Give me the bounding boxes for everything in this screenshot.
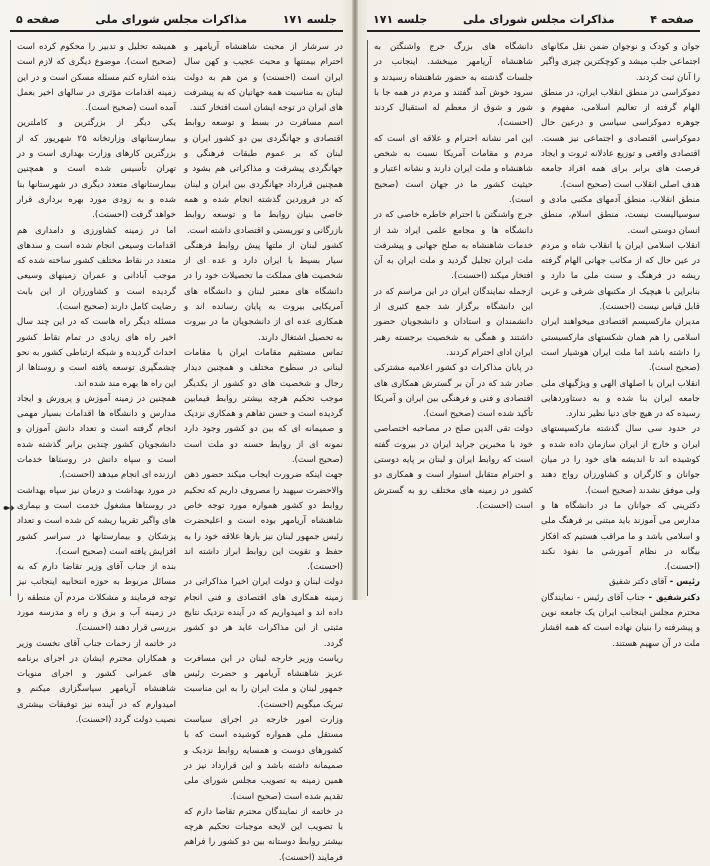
left-page-number: صفحه ۵ [16,12,60,26]
paragraph: ریاست وزیر خارجه لبنان در این مسافرت عزیز شاهنشاه آریامهر و حضرت رئیس جمهور لبنان و ملت ایران را به این مناسبت تبریک میگویم (احسنت). [184,653,343,710]
paragraph: همیشه تحلیل و تدبیر را محکوم کرده است (صحیح است). موضوع دیگری که لازم است بنده اشاره کنم مسئله مسکن است و در این زمینه اقدامات مؤثری در سالهای اخیر بعمل آمده است (صحیح است). [17,42,176,114]
right-page [357,0,710,649]
speaker-line [541,575,700,590]
paragraph: در سرشار از محبت شاهنشاه آریامهر و احترام بیمنتها و محبت عجیب و کهن سال ایران است (احسنت) و من هم به دولت لبنان به مناسبت همه جهانیان که به پیشرفت های ایران در توجه ایشان است افتخار کنند. [184,42,343,114]
paragraph: منطق انقلاب، منطق آدمهای مکتبی مادی و سوسیالیست نیست، منطق اسلام، منطق انسان دوستی است. [541,194,700,236]
left-page-session: جلسه ۱۷۱ [282,12,337,26]
speaker-name: دکترشفیق - [648,592,701,603]
paragraph: یکی دیگر از بزرگترین و کاملترین بیمارستانهای وزارتخانه ۲۵ شهریور که از بزرگترین کارهای وزارت بهداری است و در تهران تأسیس شده است و همچنین بیمارستانهای متعدد دیگری در شهرستانها بنا شده و به زودی مورد بهره برداری قرار خواهد گرفت (احسنت). [17,118,176,221]
paragraph: جهت اینکه ضرورت ایجاب میکند حضور ذهن والاحضرت سپهبد را مصروف داریم که تحکیم روابط دو کشور همواره مورد توجه خاص شاهنشاه آریامهر بوده است و اعلیحضرت رئیس جمهور لبنان نیز بارها علاقه خود را به حفظ و تقویت این روابط ابراز داشته اند (احسنت). [184,470,343,573]
paragraph: اسم مسافرت در بسط و توسعه روابط اقتصادی و جهانگردی بین دو کشور ایران و لبنان که بر عموم طبقات فرهنگی و جهانگردی پیشرفت و مذاکراتی هم بشود و همچنین قرارداد جهانگردی بین ایران و لبنان که در فروردین گذشته انجام شده و همه خاصی بنیان روابط ما و توسعه روابط بازرگانی و توریستی و اقتصادی داشته است. [184,118,343,236]
paragraph: مدیران مارکسیسم اقتصادی میخواهند ایران اسلامی را هم همان شکستهای مارکسیستی را داشته باشد اما ملت ایران هوشیار است (صحیح است). [541,317,700,374]
paragraph: دولت تقی الدین صلح در مصاحبه اختصاصی خود با مخبرین جراید ایران در بیروت گفته است که روابط ایران و لبنان بر پایه دوستی و احترام متقابل استوار است و همکاری دو کشور در زمینه های مختلف رو به گسترش است (احسنت). [374,424,533,511]
left-page [0,0,353,863]
paragraph: اما در زمینه کشاورزی و دامداری هم اقدامات وسیعی انجام شده است و سدهای متعدد در نقاط مختلف کشور ساخته شده که موجب آبادانی و عمران زمینهای وسیعی گردیده است و کشاورزان از این بابت رضایت کامل دارند (صحیح است). [17,225,176,313]
paragraph: مسئله دیگر راه هاست که در این چند سال اخیر راه های زیادی در تمام نقاط کشور احداث گردیده و شبکه ارتباطی کشور به نحو چشمگیری توسعه یافته است و روستاها از این راه ها بهره مند شده اند. [17,317,176,389]
right-page-title: مذاکرات مجلس شورای ملی [463,12,615,26]
left-page-columns [10,40,343,863]
paragraph: انقلاب ایران با اصلهای الهی و ویژگیهای ملی جامعه ایران بنا شده و به دستاوردهایی رسیده که در هیچ جای دنیا نظیر ندارد. [541,378,700,420]
paragraph: وزارت امور خارجه در اجرای سیاست مستقل ملی همواره کوشیده است که با کشورهای دوست و همسایه روابط نزدیک و صمیمانه داشته باشد و این قرارداد نیز در همین زمینه به تصویب مجلس شورای ملی تقدیم شده است (صحیح است). [184,715,343,802]
speaker-text: جناب آقای رئیس - نمایندگان محترم مجلس اینجانب ایران یک جامعه نوین و پیشرفته را بنیان نهاده است که همه اقشار ملت در آن سهیم هستند. [541,592,700,649]
paragraph: ازجمله نمایندگان ایران در این مراسم که در این دانشگاه برگزار شد جمع کثیری از دانشمندان و استادان و دانشجویان حضور داشتند و همگی به شخصیت برجسته رهبر ایران ادای احترام کردند. [374,286,533,358]
right-page-header [367,8,700,32]
right-page-columns [367,40,701,649]
right-page-col-left [367,40,533,596]
paragraph: در خاتمه از زحمات جناب آقای نخست وزیر و همکاران محترم ایشان در اجرای برنامه های عمرانی کشور و اجرای منویات شاهنشاه آریامهر سپاسگزاری میکنم و امیدوارم که در آینده نیز توفیقات بیشتری نصیب دولت گردد (احسنت). [17,638,176,726]
paragraph: کشور لبنان از ملتها پیش روابط فرهنگی سیار بسیط با ایران دارد و عده ای از شخصیت های مملکت ما تحصیلات خود را در دانشگاه های معتبر لبنان و دانشگاه های آمریکایی بیروت به پایان رسانده اند و همکاری عده ای از دانشجویان ما در بیروت به تحصیل اشتغال دارند. [184,240,343,343]
paragraph: در حدود سی سال گذشته مارکسیستهای ایران و خارج از ایران سازمان داده شده و کوشیده اند تا اندیشه های خود را در میان جوانان و کارگران و کشاورزان رواج دهند ولی موفق نشدند (صحیح است). [541,424,700,496]
paragraph: بنده از جناب آقای وزیر تقاضا دارم که به مسائل مربوط به حوزه انتخابیه اینجانب نیز توجه فرمایند و مشکلات مردم آن منطقه را در زمینه آب و برق و راه و مدرسه مورد بررسی قرار دهند (احسنت). [17,562,176,634]
paragraph: جرج واشنگتن با احترام خاطره خاصی که در دانشگاه ها و مجامع علمی ایراد شد از خدمات شاهنشاه به صلح جهانی و پیشرفت ملت ایران تجلیل گردید و ملت ایران به آن افتخار میکند (احسنت). [374,210,533,282]
speaker-text: آقای دکتر شفیق [609,577,667,588]
paragraph: تماس مستقیم مقامات ایران با مقامات لبنانی در سطوح مختلف و همچنین دیدار رجال و شخصیت های دو کشور از یکدیگر موجب تحکیم هرچه بیشتر روابط فیمابین گردیده است و حسن تفاهم و همکاری نزدیک و صمیمانه ای که بین دو کشور وجود دارد نمونه ای از روابط حسنه دو ملت است (صحیح است). [184,347,343,466]
paragraph: همچنین در زمینه آموزش و پرورش و ایجاد مدارس و دانشگاه ها اقدامات بسیار مهمی انجام گرفته است و تعداد دانش آموزان و دانشجویان کشور چندین برابر گذشته شده است و سپاه دانش در روستاها خدمات ارزنده ای انجام میدهد (احسنت). [17,393,176,481]
left-page-title: مذاکرات مجلس شورای ملی [95,12,248,26]
paragraph: جوان و کودک و نوجوان ضمن نقل مکانهای اجتماعی جلب میشد و کوچکترین چیزی واگیر را آنان ثبت کردند. [541,42,700,83]
right-page-session: جلسه ۱۷۱ [373,12,428,26]
speaker-line [541,591,700,652]
paragraph: در خاتمه از نمایندگان محترم تقاضا دارم که با تصویب این لایحه موجبات تحکیم هرچه بیشتر روابط دوستانه بین دو کشور را فراهم فرمایند (احسنت). [184,806,343,863]
paragraph: در مورد بهداشت و درمان نیز سپاه بهداشت در روستاها مشغول خدمت است و بیماری های واگیر تقریبا ریشه کن شده است و تعداد پزشکان و بیمارستانها در سراسر کشور افزایش یافته است (صحیح است). [17,485,176,557]
right-page-number: صفحه ۴ [650,12,694,26]
paragraph: دکترینی که جوانان ما در دانشگاه ها و مدارس می آموزند باید مبتنی بر فرهنگ ملی و اسلامی باشد و ما مراقب هستیم که افکار بیگانه در نظام آموزشی ما نفوذ نکند (احسنت). [541,500,700,573]
paragraph: این امر نشانه احترام و علاقه ای است که مردم و مقامات آمریکا نسبت به شخص شاهنشاه و ملت ایران دارند و نشانه اعتبار و حیثیت کشور ما در جهان است (صحیح است). [374,133,533,205]
margin-mark-icon: ➻ [2,498,16,517]
left-page-col-left [10,40,176,726]
speaker-name: رئیس - [669,577,700,588]
paragraph: دموکراسی در منطق انقلاب ایران، در منطق الهام گرفته از تعالیم اسلامی، مفهوم و جوهره دموکراسی سیاسی و درعین حال دموکراسی اقتصادی و اجتماعی نیز هست. اقتصادی واقعی و توزیع عادلانه ثروت و ایجاد فرصت های برابر برای همه افراد جامعه هدف اصلی انقلاب است (صحیح است). [541,87,700,190]
paragraph: دولت لبنان و دولت ایران اخیرا مذاکراتی در زمینه همکاری های اقتصادی و فنی انجام داده اند و امیدواریم که در آینده نزدیک نتایج مثبتی از این مذاکرات عاید هر دو کشور گردد. [184,577,343,649]
paragraph: در پایان مذاکرات دو کشور اعلامیه مشترکی صادر شد که در آن بر گسترش همکاری های اقتصادی و فنی و فرهنگی بین ایران و آمریکا تأکید شده است (صحیح است). [374,363,533,420]
paragraph: انقلاب اسلامی ایران یا انقلاب شاه و مردم در عین حال که از مکاتب جهانی الهام گرفته ریشه در فرهنگ و سنت ملی ما دارد و بنابراین با هیچیک از مکتبهای شرقی و غربی قابل قیاس نیست (احسنت). [541,240,700,313]
paragraph: دانشگاه های بزرگ جرج واشنگتن به شاهنشاه آریامهر میبخشد. اینجانب در جلسات گذشته به حضور شاهنشاه رسیدند و سرود خوش آمد گفتند و مردم در همه جا با شور و شوق از معظم له استقبال کردند (احسنت). [374,42,533,129]
left-page-header [10,8,343,32]
right-page-col-right [541,40,701,649]
left-page-col-right [184,40,343,863]
